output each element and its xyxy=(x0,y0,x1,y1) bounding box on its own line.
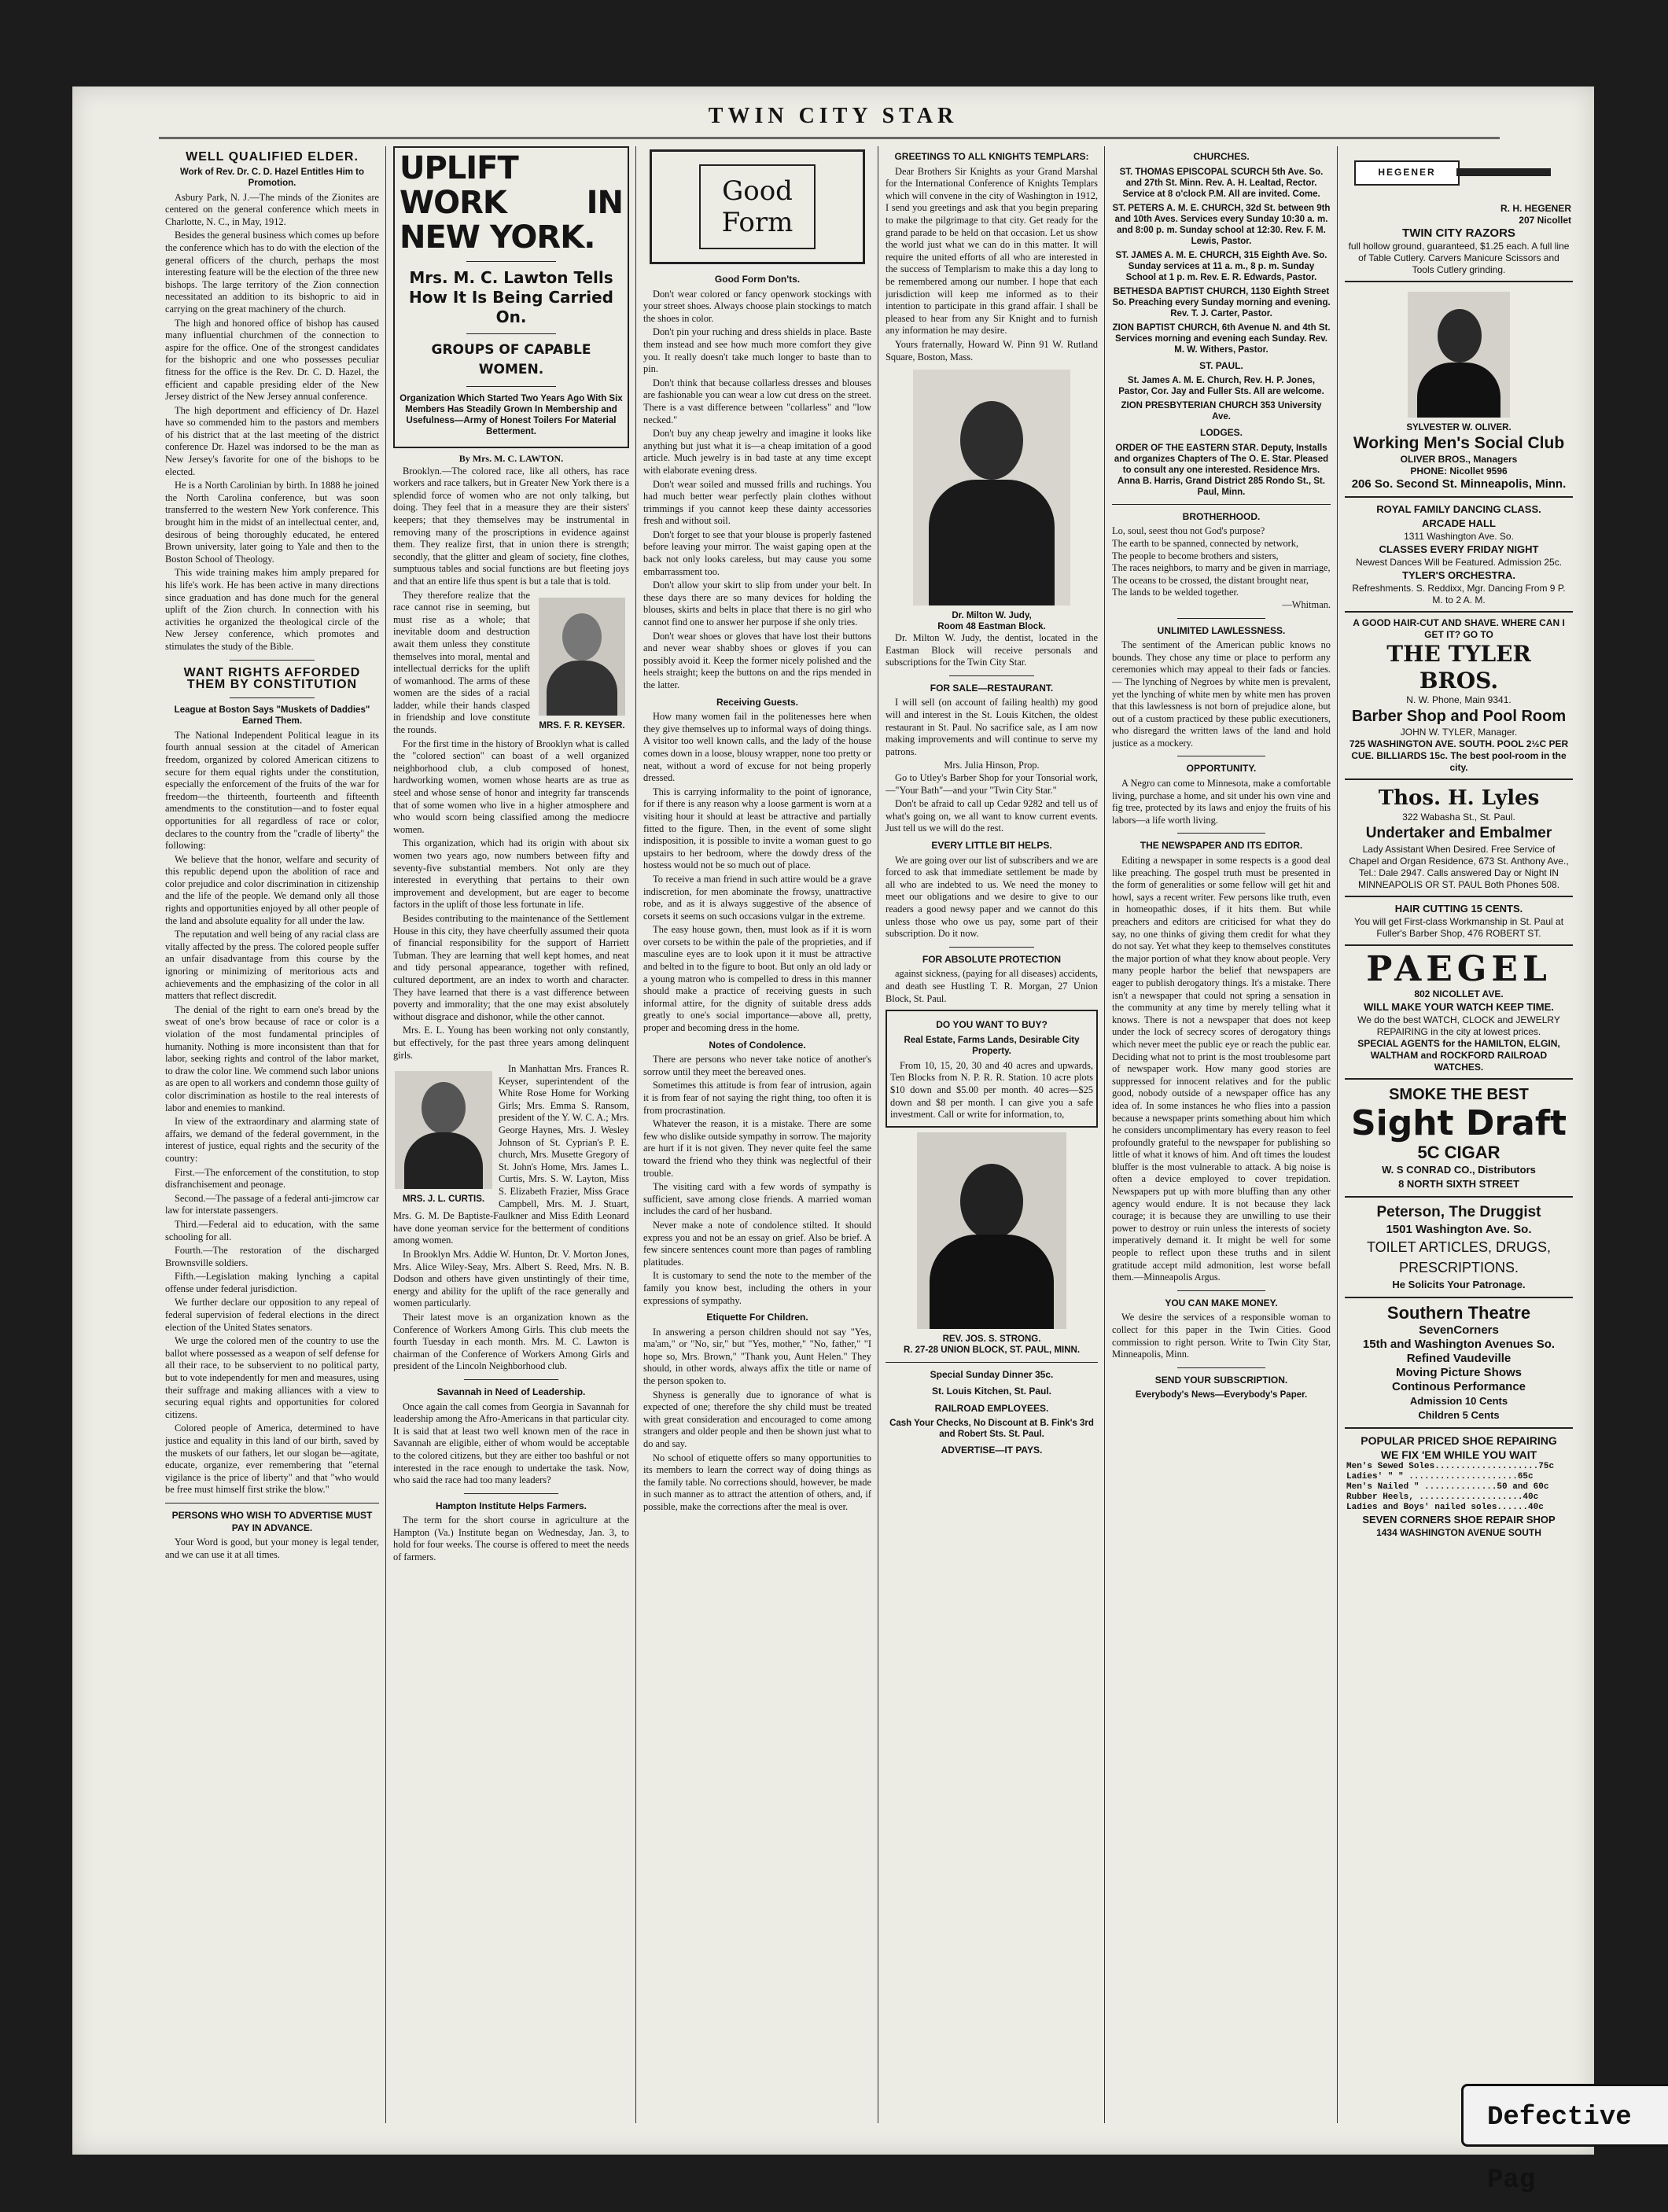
headline: EVERY LITTLE BIT HELPS. xyxy=(931,840,1052,851)
razor-ad xyxy=(1345,146,1573,282)
deck: Organization Which Started Two Years Ago With Six Members Has Steadily Grown In Membership and Usefulness—Army of Honest Toilers For Material Betterment. xyxy=(400,394,623,436)
real-estate-box xyxy=(886,1010,1098,1128)
headline: SEND YOUR SUBSCRIPTION. xyxy=(1154,1374,1288,1386)
shoe-price-row: Ladies' " " .....................65c xyxy=(1346,1472,1534,1481)
church-listing: ZION PRESBYTERIAN CHURCH 353 University Ave. xyxy=(1121,401,1322,422)
cigar-ad xyxy=(1345,1080,1573,1198)
paragraph: Besides the general business which comes up before the conference which has to do with the election of the general officers of the church, perhaps the most interesting feature will be the election of the three new bishops. The large territory of the Zion connection necessitated an addition to its bishopric to aid in carrying on the great machinery of the church. xyxy=(165,230,379,315)
paragraph: Your Word is good, but your money is legal tender, and we can use it at all times. xyxy=(165,1537,379,1560)
list-item: Fourth.—The restoration of the discharged Brownsville soldiers. xyxy=(165,1245,379,1268)
headline: Good Form Don'ts. xyxy=(714,274,801,285)
headline: Receiving Guests. xyxy=(716,696,799,708)
paragraph: The sentiment of the American public knows no bounds. They chose any time or place to perform any ceremonies which may appeal to their fads or fancies. — The lynching of Negroes by white men is prevalent, yet the lynching of white men by white men has proven that this lawlessness is not born of prejudice alone, but out of a custom practiced by these public executioners, who disregard the written laws of the land and hold justice as a mockery. xyxy=(1112,639,1331,749)
paragraph: Sometimes this attitude is from fear of intrusion, again it is from fear of not saying the right thing, too often it is from procrastination. xyxy=(643,1080,871,1116)
headline: OPPORTUNITY. xyxy=(1186,763,1257,775)
masthead: TWIN CITY STAR xyxy=(708,104,959,128)
signature: Yours fraternally, Howard W. Pinn 91 W. Rutland Square, Boston, Mass. xyxy=(886,338,1098,363)
portrait-figure xyxy=(535,593,629,731)
church-listing: BETHESDA BAPTIST CHURCH, 1130 Eighth Street So. Preaching every Sunday morning and evening. Rev. T. J. Carter, Pastor. xyxy=(1112,286,1331,318)
cigar-distributor: W. S CONRAD CO., Distributors xyxy=(1382,1164,1536,1176)
paragraph: Shyness is generally due to ignorance of what is expected of one; therefore the shy child must be treated with great consideration and encouraged to come among strangers and older people and then be shown just what to do and say. xyxy=(643,1389,871,1450)
headline: FOR ABSOLUTE PROTECTION xyxy=(922,953,1062,965)
church-listing: ZION BAPTIST CHURCH, 6th Avenue N. and 4th St. Services morning and evening each Sunday. Rev. M. W. Withers, Pastor. xyxy=(1112,322,1331,355)
notice: Special Sunday Dinner 35c. xyxy=(930,1368,1054,1380)
theatre-location: SevenCorners xyxy=(1419,1323,1499,1337)
paragraph: I will sell (on account of failing health) my good will and interest in the St. Louis Kitchen, the oldest restaurant in St. Paul. No sacrifice sale, as I am now making improvements and will continue to serve my patrons. xyxy=(886,697,1098,757)
razor-text: full hollow ground, guaranteed, $1.25 each. A full line of Table Cutlery. Carvers Manicure Scissors and Tools Cutlery grinding. xyxy=(1348,241,1570,275)
paragraph: Never make a note of condolence stilted. It should express you and not be an essay on grief. Also be brief. A few sincere sentences count more than pages of rambling platitudes. xyxy=(643,1219,871,1268)
paragraph: The high deportment and efficiency of Dr. Hazel have so commended him to the pastors and members of his district that at the last meeting of the district conference Dr. Hazel was indorsed to be the man as New Jersey's favorite for one of the bishops to be elected. xyxy=(165,404,379,477)
club-managers: OLIVER BROS., Managers xyxy=(1400,454,1518,465)
paragraph: We desire the services of a responsible woman to collect for this paper in the Twin Cities. Good commission to right person. Write to Twin City Star, Minneapolis, Minn. xyxy=(1112,1312,1331,1360)
paragraph: For the first time in the history of Brooklyn what is called the "colored section" can boast of a well organized neighborhood club, a club composed of honest, hardworking women, women whose hearts are as true as steel and whose sense of honor and integrity far transcends that of some women who live in a higher atmosphere and who would scorn being classified among the mediocre women. xyxy=(393,738,629,835)
druggist-address: 1501 Washington Ave. So. xyxy=(1386,1223,1532,1236)
paragraph: The visiting card with a few words of sympathy is sufficient, save among close friends. A married woman includes the card of her husband. xyxy=(643,1181,871,1217)
tyler-ad xyxy=(1345,613,1573,780)
lyles-address: 322 Wabasha St., St. Paul. xyxy=(1402,812,1515,823)
headline: Hampton Institute Helps Farmers. xyxy=(435,1500,587,1511)
divider xyxy=(1177,833,1265,834)
church-listing: ST. THOMAS EPISCOPAL SCURCH 5th Ave. So. and 27th St. Minn. Rev. A. H. Lealtad, Rector. Service at 8 o'clock P.M. All are invited. Come. xyxy=(1119,167,1324,199)
paragraph: The high and honored office of bishop has caused many influential churchmen of the connection to aspire for the office. One of the strongest candidates for the bishopric and one who possesses peculiar fitness for the office is the Rev. Dr. C. D. Hazel, the efficient and capable presiding elder of the New Jersey district of the New Jersey annual conference. xyxy=(165,317,379,403)
poem-line: The races neighbors, to marry and be given in marriage, xyxy=(1112,562,1331,574)
photo-caption: R. 27-28 UNION BLOCK, ST. PAUL, MINN. xyxy=(903,1345,1081,1355)
theatre-line: Moving Picture Shows xyxy=(1395,1366,1523,1379)
divider xyxy=(466,333,556,334)
paegel-agents: SPECIAL AGENTS for the HAMILTON, ELGIN, WALTHAM and ROCKFORD RAILROAD WATCHES. xyxy=(1357,1038,1560,1073)
lyles-details: Lady Assistant When Desired. Free Service of Chapel and Organ Residence, 673 St. Anthony Ave., Tel.: Dale 2947. Calls answered Day or Night IN MINNEAPOLIS OR ST. PAUL Both Phones 508. xyxy=(1349,844,1569,890)
razor-name: R. H. HEGENER xyxy=(1500,203,1571,214)
paragraph: Don't pin your ruching and dress shields in place. Baste them instead and see how much more comfort they give you. It really doesn't take much longer to baste than to pin. xyxy=(643,326,871,375)
paragraph: Don't wear colored or fancy openwork stockings with your street shoes. Always choose plain stockings to match the shoes in color. xyxy=(643,288,871,324)
headline: Notes of Condolence. xyxy=(709,1039,806,1051)
defective-page-label: Defective Pag xyxy=(1461,2084,1668,2147)
poem-line: The earth to be spanned, connected by network, xyxy=(1112,537,1299,549)
dance-note: Newest Dances Will be Featured. Admission 25c. xyxy=(1355,557,1563,568)
headline: CHURCHES. xyxy=(1193,151,1250,162)
photo-caption: MRS. J. L. CURTIS. xyxy=(402,1194,485,1205)
paragraph: Besides contributing to the maintenance of the Settlement House in this city, they have cheerfully assumed their quota of financial responsibility for the support of Harriett Tubman. They are learning that well kept homes, and neat and tidy personal appearance, together with refined, cultured deportment, are an index to worth and character. They have learned that there is a vast difference between poverty and immorality; that the one may exist absolutely without disgrace and dishonor, while the other cannot. xyxy=(393,912,629,1022)
club-address: 206 So. Second St. Minneapolis, Minn. xyxy=(1351,477,1567,491)
tyler-shop: Barber Shop and Pool Room xyxy=(1351,708,1567,725)
column-2 xyxy=(393,146,629,2123)
divider xyxy=(466,386,556,387)
poem-attribution: —Whitman. xyxy=(1282,598,1331,610)
lyles-title: Undertaker and Embalmer xyxy=(1365,825,1552,841)
divider xyxy=(1177,1290,1265,1291)
column-1 xyxy=(165,146,379,2123)
headline: WANT RIGHTS AFFORDED THEM BY CONSTITUTION xyxy=(183,665,361,692)
photo-caption: Room 48 Eastman Block. xyxy=(937,622,1046,632)
theatre-admission: Admission 10 Cents xyxy=(1409,1395,1508,1407)
paragraph: Don't wear soiled and mussed frills and ruchings. You had much better wear perfectly plain clothes without trimmings if you cannot keep these dainty accessories fresh and without soil. xyxy=(643,478,871,527)
paragraph: In answering a person children should not say "Yes, ma'am," or "No, sir," but "Yes, mother," "No, father," "I hope so, Mrs. Brown," "Thank you, Aunt Helen." They should, in other words, always affix the title or name of the person spoken to. xyxy=(643,1326,871,1387)
divider xyxy=(230,697,315,698)
list-item: Third.—Federal aid to education, with the same schooling for all. xyxy=(165,1218,379,1242)
headline: ST. PAUL. xyxy=(1199,359,1243,371)
divider xyxy=(1112,504,1331,505)
lyles-ad xyxy=(1345,780,1573,897)
druggist-name: Peterson, The Druggist xyxy=(1376,1204,1541,1220)
paragraph: How many women fail in the politenesses here when they give themselves up to informal ways of doing things. A visitor too well known calls, and the lady of the house comes down in a loose, blousy wrapper, none too pretty or neat, without a word of excuse for not being properly dressed. xyxy=(643,711,871,784)
paragraph: This organization, which had its origin with about six women two years ago, now numbers between fifty and seventy-five substantial members. Not only are they interested in everything that pertains to their own improvement and development, but are eager to become factors in the uplift of those less fortunate in life. xyxy=(393,837,629,911)
paragraph: Don't buy any cheap jewelry and imagine it looks like anything but just what it is—a cheap imitation of a good article. Much jewelry is in bad taste at any time except with elaborate evening dress. xyxy=(643,428,871,476)
paragraph: Colored people of America, determined to have justice and equality in this land of our birth, saved by the muskets of our fathers, let our slogan be—agitate, educate, organize, ever remembering that "eternal vigilance is the price of liberty" and that "who would be free must himself first strike the blow." xyxy=(165,1423,379,1496)
paragraph: We further declare our opposition to any repeal of federal supervision of federal elections in the direct election of the United States senators. xyxy=(165,1297,379,1333)
portrait-photo xyxy=(539,598,625,716)
church-listing: ST. JAMES A. M. E. CHURCH, 315 Eighth Ave. So. Sunday services at 11 a. m., 8 p. m. Sunday School at 1 p. m. Rev. E. R. Edwards, Pastor. xyxy=(1115,250,1327,282)
poem-line: Lo, soul, seest thou not God's purpose? xyxy=(1112,525,1265,537)
theatre-address: 15th and Washington Avenues So. xyxy=(1362,1338,1556,1351)
druggist-slogan: He Solicits Your Patronage. xyxy=(1392,1279,1526,1290)
paragraph: Asbury Park, N. J.—The minds of the Zionites are centered on the general conference which meets in Charlotte, N. C., in May, 1912. xyxy=(165,191,379,227)
byline: By Mrs. M. C. LAWTON. xyxy=(458,453,564,464)
good-form-title: Good Form xyxy=(699,164,816,249)
paragraph: Dear Brothers Sir Knights as your Grand Marshal for the International Conference of Knights Templars which will convene in the city of Washington in 1912, I send you greetings and ask that you begin preparing to make the pilgrimage to that city. Get ready for the grand parade to be held on that occasion. Let us show the world just what we can do in this matter. It will require the united efforts of all who are interested in the success of Templarism to make this a day long to be remembered among our number. I hope that each jurisdiction will keep me informed as to their intention to participate in this grand affair. I shall be pleased to hear from any Sir Knight and to furnish any information he may desire. xyxy=(886,165,1098,337)
headline: Etiquette For Children. xyxy=(706,1312,808,1323)
column-3 xyxy=(643,146,871,2123)
lyles-name: Thos. H. Lyles xyxy=(1378,786,1540,810)
shoe-price-list xyxy=(1346,1462,1571,1513)
paragraph: The denial of the right to earn one's bread by the sweat of one's brow because of race or color is a violation of the most fundamental principles of humanity. Nothing is more inconsistent than that for labor, seeking rights and control of the labor market, to draw the color line. We commend such labor unions as are open to all workers and condemn those guilty of color discrimination as hostile to the real interests of labor and enemies to mankind. xyxy=(165,1003,379,1113)
divider xyxy=(949,947,1034,948)
headline: DO YOU WANT TO BUY? xyxy=(936,1019,1048,1031)
cigar-address: 8 NORTH SIXTH STREET xyxy=(1398,1178,1519,1190)
paegel-name: PAEGEL xyxy=(1366,949,1552,989)
paragraph: We believe that the honor, welfare and security of this republic depend upon the abolition of race and color prejudice and color discrimination in citizenship and the life of the people. We demand only all those rights and opportunities enjoyed by all other people of the land and absolute equality for all under the law. xyxy=(165,853,379,926)
poem-line: The people to become brothers and sisters, xyxy=(1112,550,1279,561)
divider xyxy=(464,1379,558,1380)
notice: Cash Your Checks, No Discount at B. Fink's 3rd and Robert Sts. St. Paul. xyxy=(889,1419,1094,1440)
masthead-rule xyxy=(159,137,1500,139)
shoe-price-row: Rubber Heels, ....................40c xyxy=(1346,1492,1539,1502)
club-ad xyxy=(1345,282,1573,498)
paragraph: To receive a man friend in such attire would be a grave indiscretion, for men abominate the frowsy, unattractive robe, and as it is always suggestive of the absence of corsets it seems on such occasions vulgar in the extreme. xyxy=(643,873,871,922)
paragraph: He is a North Carolinian by birth. In 1888 he joined the North Carolina conference, but was soon transferred to the western New York conference. This brought him in the midst of an intellectual center, and, desirous of being thoroughly educated, he entered Brown university, later going to Yale and then to the Boston School of Theology. xyxy=(165,480,379,565)
paragraph: We urge the colored men of the country to use the ballot where possessed as a weapon of self defense for all their race, to be subservient to no political party, but to vote independently for men and measures, using their suffrage and making alliances with a view to securing equal rights and opportunities for colored citizens. xyxy=(165,1335,379,1420)
column-rule xyxy=(1337,146,1338,2123)
headline: BROTHERHOOD. xyxy=(1182,510,1261,522)
headline: ADVERTISE—IT PAYS. xyxy=(941,1445,1043,1456)
subheadline: League at Boston Says "Muskets of Daddies" Earned Them. xyxy=(174,705,370,726)
paegel-details: We do the best WATCH, CLOCK and JEWELRY REPAIRING in the city at lowest prices. xyxy=(1357,1014,1560,1037)
shoe-shop-address: 1434 WASHINGTON AVENUE SOUTH xyxy=(1376,1527,1541,1538)
paragraph: Don't forget to see that your blouse is properly fastened before leaving your mirror. The waist gaping open at the back not only looks careless, but may cause you some embarrassment too. xyxy=(643,528,871,577)
paragraph: Mrs. E. L. Young has been working not only constantly, but effectively, for the past three years among delinquent girls. xyxy=(393,1025,629,1061)
shoe-slogan: WE FIX 'EM WHILE YOU WAIT xyxy=(1380,1448,1537,1461)
divider xyxy=(886,1362,1098,1363)
dance-orchestra: TYLER'S ORCHESTRA. xyxy=(1402,569,1515,581)
cigar-price: 5C CIGAR xyxy=(1417,1143,1500,1162)
club-name: Working Men's Social Club xyxy=(1353,434,1565,452)
paragraph: We are going over our list of subscribers and we are forced to ask that immediate settlement be made by all who are indebted to us. We need the money to meet our obligations and we desire to give to our readers a good newsy paper and we cannot do this unless those who owe us pay, some part of their subscription. Do it now. xyxy=(886,854,1098,940)
razor-title: TWIN CITY RAZORS xyxy=(1402,226,1515,240)
newspaper-page xyxy=(72,86,1594,2155)
poem-line: The lands to be welded together. xyxy=(1112,587,1239,598)
headline-box xyxy=(393,146,629,448)
divider xyxy=(949,675,1034,676)
headline: Savannah in Need of Leadership. xyxy=(436,1386,586,1397)
list-item: Fifth.—Legislation making lynching a capital offense under federal jurisdiction. xyxy=(165,1271,379,1294)
tyler-intro: A GOOD HAIR-CUT AND SHAVE. WHERE CAN I GET IT? GO TO xyxy=(1353,617,1565,640)
dance-title: ROYAL FAMILY DANCING CLASS. xyxy=(1376,503,1541,515)
column-rule xyxy=(385,146,386,2123)
headline: LODGES. xyxy=(1199,427,1243,439)
paegel-address: 802 NICOLLET AVE. xyxy=(1414,988,1504,999)
theatre-line: Continous Performance xyxy=(1391,1380,1526,1393)
paragraph: Whatever the reason, it is a mistake. There are some few who dislike outside sympathy in sorrow. The majority are hurt if it is not given. They never quite feel the same toward the friend who they think was neglectful of their trouble. xyxy=(643,1118,871,1179)
photo-caption: MRS. F. R. KEYSER. xyxy=(539,720,625,731)
paragraph: This wide training makes him amply prepared for his life's work. He has been active in many directions since graduation and has done much for the general uplift of the Zion church. In connection with his activities he organized the theological circle of the New Jersey conference, which promotes and stimulates the study of the Bible. xyxy=(165,567,379,652)
church-listing: ST. PETERS A. M. E. CHURCH, 32d St. between 9th and 10th Aves. Services every Sunday 10:30 a. m. and 8:00 p. m. Sunday school at 12:30. Rev. F. M. Lewis, Pastor. xyxy=(1112,203,1331,246)
paragraph: The easy house gown, then, must look as if it is worn over corsets to be within the pale of the proprieties, and if masculine eyes are to look upon it it must be attractive and belted in to the figure to boot. But only an old lady or a young matron who is compelled to dress in this manner should make a practice of receiving guests in such informal attire, for the dignity of suitable dress adds greatly to one's social importance—above all, pretty, proper and becoming dress in the home. xyxy=(643,924,871,1034)
paragraph: In Brooklyn Mrs. Addie W. Hunton, Dr. V. Morton Jones, Mrs. Alice Wiley-Seay, Mrs. Albert S. Reed, Mrs. N. B. Dodson and others have given unstintingly of their time, energy and ability for the uplift of the race generally and women particularly. xyxy=(393,1249,629,1309)
dance-venue: ARCADE HALL xyxy=(1422,517,1496,529)
paragraph: against sickness, (paying for all diseases) accidents, and death see Hustling T. R. Morgan, 27 Union Block, St. Paul. xyxy=(886,968,1098,1004)
headline: GREETINGS TO ALL KNIGHTS TEMPLARS: xyxy=(894,151,1089,162)
haircut-details: You will get First-class Workmanship in St. Paul at Fuller's Barber Shop, 476 ROBERT ST. xyxy=(1353,916,1564,939)
paragraph: The term for the short course in agriculture at the Hampton (Va.) Institute began on Wednesday, Jan. 3, to hold for four weeks. The course is offered to meet the needs of farmers. xyxy=(393,1515,629,1563)
theatre-name: Southern Theatre xyxy=(1386,1303,1531,1323)
paragraph: There are persons who never take notice of another's sorrow until they meet the bereaved ones. xyxy=(643,1054,871,1077)
tyler-manager: JOHN W. TYLER, Manager. xyxy=(1400,727,1518,738)
club-phone: PHONE: Nicollet 9596 xyxy=(1410,466,1508,477)
subheadline: Real Estate, Farms Lands, Desirable City Property. xyxy=(904,1035,1080,1056)
paragraph: A Negro can come to Minnesota, make a comfortable living, purchase a home, and sit under his own vine and fig tree, protected by its laws and enjoy the fruits of his labors—a life worth living. xyxy=(1112,778,1331,826)
druggist-ad xyxy=(1345,1198,1573,1298)
poem xyxy=(1112,525,1331,611)
theatre-ad xyxy=(1345,1298,1573,1429)
headline: RAILROAD EMPLOYEES. xyxy=(934,1402,1049,1414)
column-5 xyxy=(1112,146,1331,2123)
photo-caption: SYLVESTER W. OLIVER. xyxy=(1406,423,1512,432)
tyler-name: THE TYLER BROS. xyxy=(1386,641,1531,694)
druggist-goods: TOILET ARTICLES, DRUGS, PRESCRIPTIONS. xyxy=(1366,1239,1552,1275)
column-rule xyxy=(1104,146,1105,2123)
paragraph: Once again the call comes from Georgia in Savannah for leadership among the Afro-Americans in that particular city. It is said that at least two well known men of the race in Savannah are eligible, either of whom would be acceptable to the colored citizens, but they are either too bashful or not interested in the race enough to undertake the task. Now, who said the race had too many leaders? xyxy=(393,1400,629,1486)
paragraph: Their latest move is an organization known as the Conference of Workers Among Girls. This club meets the fourth Tuesday in each month. Mrs. M. C. Lawton is chairman of the Conference of Workers Among Girls and president of the Lincoln Neighborhood club. xyxy=(393,1311,629,1372)
divider xyxy=(1177,1367,1265,1368)
column-4 xyxy=(886,146,1098,2123)
paragraph: It is customary to send the note to the member of the family you know best, including the others in your expressions of sympathy. xyxy=(643,1270,871,1306)
subheadline: Mrs. M. C. Lawton Tells How It Is Being Carried On. xyxy=(408,268,613,326)
paragraph: The reputation and well being of any racial class are vitally affected by the press. The colored people suffer an unfair disadvantage from this course by the ignoring or minimizing of meritorious acts and achievements and the emphasizing of the color in all matters that reflect discredit. xyxy=(165,929,379,1002)
paragraph: Editing a newspaper in some respects is a good deal like preaching. The gospel truth must be presented in the form of generalities or some fellow will get hit and howl, says a recent writer. Few persons like truth, even in homeopathic doses, if it hits them. But while preachers and editors are criticised for what they do say, no one thinks of giving them credit for what they do not say. Yet what they keep to themselves constitutes the major portion of what they know about people. Very many people harbor the belief that newspapers are eager to publish derogatory things. It's a mistake. There isn't a newspaper that could not spring a sensation in the community at any time by merely telling what it knows. There is not a newspaper that does not keep under the lock of secrecy scores of derogatory things which never meet the public eye or reach the public ear. Deciding what not to print is the most troublesome part of newspaper work. How many good stories are suppressed for innocent relatives and for the public good, nobody outside of a newspaper office has any idea of. In some instances he who flies into a passion because a newspaper prints something about him which he considers uncomplimentary has every reason to feel profoundly grateful to the newspaper for publishing so little of what it knows of him. And oft times the loudest bluffer is the most vulnerable to attack. A big noise is often a device employed to cover trepidation. Newspapers put up with more bluffing than any other agency would endure. It is not because they lack courage; it is because they are unwilling to use their power to destroy or ruin unless the interests of society imperatively demand it. It might be well for some people to reflect upon these truths and in silent gratitude accept mild admonition, lest worse befall them.—Minneapolis Argus. xyxy=(1112,855,1331,1283)
theatre-children: Children 5 Cents xyxy=(1418,1409,1500,1421)
good-form-box xyxy=(650,149,865,264)
notice: St. Louis Kitchen, St. Paul. xyxy=(931,1386,1051,1397)
paragraph: In view of the extraordinary and alarming state of affairs, we demand of the federal government, in the interest of justice, equal rights and the security of the country: xyxy=(165,1116,379,1164)
headline: PERSONS WHO WISH TO ADVERTISE MUST PAY IN ADVANCE. xyxy=(171,1509,373,1533)
haircut-ad xyxy=(1345,897,1573,946)
headline: FOR SALE—RESTAURANT. xyxy=(930,682,1054,694)
paragraph: Don't wear shoes or gloves that have lost their buttons and never wear shabby shoes or gloves if you can possibly avoid it. Keep the former nicely polished and the heels straight; keep the buttons on and the rips mended in the latter. xyxy=(643,630,871,690)
shoe-price-row: Ladies and Boys' nailed soles......40c xyxy=(1346,1503,1544,1512)
portrait-figure xyxy=(393,1066,494,1205)
headline: WELL QUALIFIED ELDER. xyxy=(186,150,359,164)
photo-caption: REV. JOS. S. STRONG. xyxy=(942,1334,1041,1344)
subheadline: Work of Rev. Dr. C. D. Hazel Entitles Him to Promotion. xyxy=(179,167,365,188)
paragraph: Dr. Milton W. Judy, the dentist, located in the Eastman Block will receive personals and subscriptions for the Twin City Star. xyxy=(886,632,1098,668)
divider xyxy=(466,261,556,262)
headline: UPLIFT WORK IN NEW YORK. xyxy=(400,150,623,256)
razor-brand: HEGENER xyxy=(1354,160,1460,186)
divider xyxy=(1177,618,1265,619)
paragraph: Don't allow your skirt to slip from under your belt. In these days there are so many devices for holding the blouses, skirts and belts in place that there is no girl who cannot find one to answer her purpose if she only tries. xyxy=(643,580,871,628)
paragraph: From 10, 15, 20, 30 and 40 acres and upwards, Ten Blocks from N. P. R. R. Station. 10 acre plots $10 down and $5.00 per month. 40 acres—$25 down and $8 per month. I can give you a safe investment. Call or write for information, to, xyxy=(890,1059,1093,1121)
paragraph: Brooklyn.—The colored race, like all others, has race workers and race talkers, but in Greater New York there is a splendid force of women who are not only talking, but doing. They feel that in a measure they are their sisters' keepers; that they themselves may be instrumental in removing many of the proscriptions in evidence against them. They realize first, that in union there is strength; secondly, that the glitter and gleam of society, fine clothes, sumptuous tables and social functions are but fleeting joys and that an entire life thus spent is but a tale that is told. xyxy=(393,465,629,587)
shoe-price-row: Men's Nailed " ..............50 and 60c xyxy=(1346,1482,1549,1492)
dance-address: 1311 Washington Ave. So. xyxy=(1404,531,1514,542)
portrait-photo xyxy=(395,1071,492,1189)
paragraph: They therefore realize that the race cannot rise in seeming, but must rise as a whole; that inevitable doom and destruction await them unless they constitute themselves into moral, mental and intellectual derricks for the uplift of womanhood. The arms of these women are the sides of a racial ladder, while their hands clasped in friendship and love constitute the rounds. xyxy=(393,589,530,736)
razor-address: 207 Nicollet xyxy=(1519,215,1571,226)
signature: Mrs. Julia Hinson, Prop. xyxy=(944,760,1040,771)
poem-line: The oceans to be crossed, the distant brought near, xyxy=(1112,574,1309,586)
dance-schedule: CLASSES EVERY FRIDAY NIGHT xyxy=(1379,543,1539,555)
haircut-title: HAIR CUTTING 15 CENTS. xyxy=(1394,903,1523,915)
divider xyxy=(464,1493,558,1494)
photo-caption: Dr. Milton W. Judy, xyxy=(952,611,1032,621)
column-6-ads xyxy=(1345,146,1573,2123)
tyler-phone: N. W. Phone, Main 9341. xyxy=(1406,694,1512,705)
list-item: Second.—The passage of a federal anti-jimcrow car law for interstate passengers. xyxy=(165,1192,379,1216)
theatre-line: Refined Vaudeville xyxy=(1406,1352,1512,1365)
subheadline: GROUPS OF CAPABLE WOMEN. xyxy=(431,342,591,377)
dance-ad xyxy=(1345,498,1573,613)
dance-details: Refreshments. S. Reddixx, Mgr. Dancing From 9 P. M. to 2 A. M. xyxy=(1352,583,1566,605)
list-item: First.—The enforcement of the constitution, to stop disfranchisement and peonage. xyxy=(165,1166,379,1191)
headline: YOU CAN MAKE MONEY. xyxy=(1165,1297,1278,1308)
cigar-brand: Sight Draft xyxy=(1350,1103,1567,1143)
paragraph: Go to Utley's Barber Shop for your Tonsorial work,—"Your Bath"—and your "Twin City Star." xyxy=(886,772,1098,796)
portrait-photo xyxy=(917,1132,1066,1329)
church-listing: St. James A. M. E. Church, Rev. H. P. Jones, Pastor, Cor. Jay and Fuller Sts. All are welcome. xyxy=(1118,376,1324,397)
portrait-photo xyxy=(913,370,1070,605)
divider xyxy=(230,660,315,661)
headline: THE NEWSPAPER AND ITS EDITOR. xyxy=(1140,840,1303,852)
headline: UNLIMITED LAWLESSNESS. xyxy=(1157,624,1286,636)
paegel-ad xyxy=(1345,946,1573,1080)
paragraph: Don't think that because collarless dresses and blouses are fashionable you can wear a low cut dress on the street. There is a vast difference between "collarless" and "low necked." xyxy=(643,377,871,425)
shoe-ad xyxy=(1345,1429,1573,1544)
paragraph: This is carrying informality to the point of ignorance, for if there is any reason why a loose garment is worn at a visiting hour it should at least be attractive and partially fitted to the figure. Then, in the event of some slight indisposition, it is possible to invite a woman guest to go upstairs to her bedroom, where the dowdy dress of the hostess would not be so much out of place. xyxy=(643,786,871,871)
shoe-title: POPULAR PRICED SHOE REPAIRING xyxy=(1361,1434,1557,1447)
razor-icon xyxy=(1354,154,1563,200)
column-rule xyxy=(635,146,636,2123)
notice: Everybody's News—Everybody's Paper. xyxy=(1135,1390,1308,1400)
paragraph: Don't be afraid to call up Cedar 9282 and tell us of what's going on, we all want to know current events. Just tell us we will do the rest. xyxy=(886,798,1098,834)
portrait-photo xyxy=(1408,292,1510,418)
shoe-shop-name: SEVEN CORNERS SHOE REPAIR SHOP xyxy=(1362,1514,1556,1526)
paegel-slogan: WILL MAKE YOUR WATCH KEEP TIME. xyxy=(1364,1001,1554,1013)
tyler-details: 725 WASHINGTON AVE. SOUTH. POOL 2½C PER CUE. BILLIARDS 15c. The best pool-room in the city. xyxy=(1349,738,1569,773)
cigar-intro: SMOKE THE BEST xyxy=(1389,1086,1529,1103)
paragraph: No school of etiquette offers so many opportunities to its members to learn the correct way of doing things as the family table. No corrections should, however, be made in such manner as to attract the attention of others, and, if possible, make the corrections after the meal is over. xyxy=(643,1452,871,1512)
lodge-listing: ORDER OF THE EASTERN STAR. Deputy, Installs and organizes Chapters of The O. E. Star. Pleased to consult any one interested. Residence Mrs. Anna B. Harris, Grand District 285 Rondo St., St. Paul, Minn. xyxy=(1114,443,1329,497)
paragraph: The National Independent Political league in its fourth annual session at the citadel of American freedom, organized by colored American citizens to secure for them equal rights under the constitution, especially the enforcement of the fruits of the war for freedom—the thirteenth, fourteenth and fifteenth amendments to the constitution—and to foster equal opportunities for all regardless of race or color, declares to the country from the "cradle of liberty" the following: xyxy=(165,729,379,852)
paragraph: In Manhattan Mrs. Frances R. Keyser, superintendent of the White Rose Home for Working Girls; Mrs. Emma S. Ransom, president of the Y. W. C. A.; Mrs. George Haynes, Mrs. J. Wesley Johnson of St. Cyprian's P. E. church, Mrs. Musette Gregory of St. John's Home, Mrs. James L. Curtis, Mrs. S. W. Layton, Miss S. Elizabeth Frazier, Miss Grace Campbell, Mrs. M. J. Stuart, Mrs. G. M. De Baptiste-Faulkner and Miss Edith Leonard have done yeoman service for the betterment of conditions among women. xyxy=(393,1063,629,1246)
shoe-price-row: Men's Sewed Soles....................75c xyxy=(1346,1462,1555,1471)
